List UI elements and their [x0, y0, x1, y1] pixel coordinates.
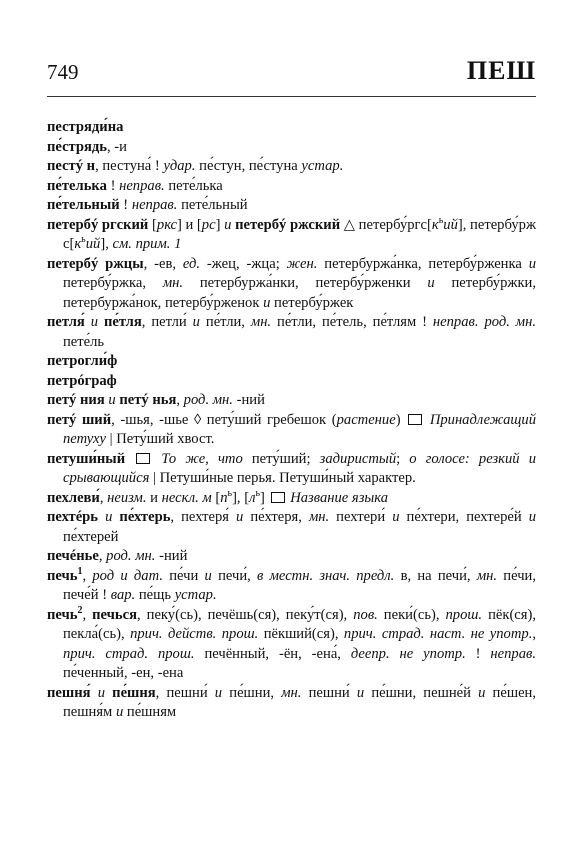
- headword: петý ший: [47, 411, 112, 428]
- page-header: [47, 56, 536, 94]
- dictionary-entry: пе́тельный ! неправ. пете́льный: [47, 197, 248, 213]
- headword: пестý н: [47, 158, 96, 174]
- dictionary-entry: петý ния и петý нья, род. мн. -ний: [47, 392, 265, 408]
- dictionary-entry: петуши́ный То же, что пету́ший; задиристый; о голосе: резкий и срывающийся | Петуши́ные перья. Петуши́ный характер.: [47, 450, 536, 486]
- headword: пе́шня: [112, 684, 156, 701]
- dictionary-entry: печь$^1$, род и дат. пе́чи и печи́, в местн. знач. предл. в, на печи́, мн. пе́чи, пече́й ! вар. пе́щь устар.: [47, 565, 536, 603]
- headword: пехлеви́: [47, 489, 100, 506]
- dictionary-entry: пе́стрядь, -и: [47, 138, 127, 155]
- dictionary-entry: печь$^2$, печься, пеку́(сь), печёшь(ся), пеку́т(ся), пов. пеки́(сь), прош. пёк(ся), пекла́(сь), прич. действ. прош. пёкший(ся), прич. страд. наст. не употр., прич. страд. прош. печённый, -ён, -ена́, деепр. не употр. ! неправ. пе́ченный, -ен, -ена: [47, 604, 537, 681]
- headword: петербý ржский: [235, 216, 341, 233]
- dictionary-entry: печéнье, род. мн. -ний: [47, 548, 188, 564]
- dictionary-entry: пехтéрь и пе́хтерь, пехтеря́ и пе́хтеря, мн. пехтери́ и пе́хтери, пехтере́й и пе́хтерей: [47, 509, 536, 545]
- dictionary-entry: петербý ржцы, -ев, ед. -жец, -жца; жен. петербуржа́нка, петербу́рженка и петербу́ржка, мн. петербуржа́нки, петербу́рженки и петербу́ржки, петербуржа́нок, петербу́рженок и петербу́ржек: [47, 255, 537, 311]
- headword: пехтéрь: [47, 509, 99, 525]
- headword: петý нья: [119, 392, 177, 408]
- headword: пе́телька: [47, 177, 107, 194]
- headword: пестряди́на: [47, 119, 124, 135]
- dictionary-entry: петербý ргский [ркс] и [рс] и петербý ржский △ $петербу́ргс[к^ьий]$, петербу́рж $с[к^ьий]$, см. прим. 1: [47, 214, 537, 252]
- headword: пе́тельный: [47, 197, 120, 213]
- headword: печься: [92, 606, 137, 623]
- definition-box-icon: [271, 492, 285, 503]
- headword: петý ния: [47, 392, 105, 408]
- dictionary-entry: [47, 372, 536, 392]
- headword: пешня́: [47, 684, 91, 701]
- page-number: 749: [47, 60, 79, 84]
- headword: пе́хтерь: [119, 509, 171, 525]
- headword: печéнье: [47, 548, 99, 564]
- header-rule: [47, 96, 536, 97]
- definition-box-icon: [136, 453, 150, 464]
- definition-box-icon: [408, 414, 422, 425]
- entry-list: [47, 118, 536, 723]
- headword: петрогли́ф: [47, 353, 118, 369]
- headword: пе́стрядь: [47, 138, 107, 155]
- dictionary-entry: [47, 352, 536, 372]
- headword: петербý ржцы: [47, 255, 144, 272]
- headword: петля́: [47, 314, 85, 330]
- dictionary-entry: пехлеви́, неизм. и нескл. м $[п^ь]$, $[л^ь]$ Название языка: [47, 487, 389, 506]
- dictionary-entry: [47, 118, 536, 138]
- headword: петуши́ный: [47, 450, 126, 467]
- dictionary-entry: пешня́ и пе́шня, пешни́ и пе́шни, мн. пешни́ и пе́шни, пешне́й и пе́шен, пешня́м и пе́шням: [47, 684, 537, 720]
- headword: петербý ргский: [47, 216, 149, 233]
- headword: пе́тля: [103, 314, 142, 330]
- headword: печь$^2$: [47, 604, 83, 623]
- dictionary-entry: пестý н, пестуна́ ! удар. пе́стун, пе́стуна устар.: [47, 158, 344, 174]
- running-head: ПЕШ: [466, 56, 536, 85]
- dictionary-entry: петý ший, -шья, -шье ◊ пету́ший гребешок (растение) Принадлежащий петуху | Пету́ший хвост.: [47, 411, 536, 447]
- dictionary-entry: петля́ и пе́тля, петли́ и пе́тли, мн. пе́тли, пе́тель, пе́тлям ! неправ. род. мн. пете́ль: [47, 314, 537, 350]
- dictionary-entry: пе́телька ! неправ. пете́лька: [47, 177, 223, 194]
- headword: петрóграф: [47, 372, 117, 389]
- headword: печь$^1$: [47, 565, 83, 584]
